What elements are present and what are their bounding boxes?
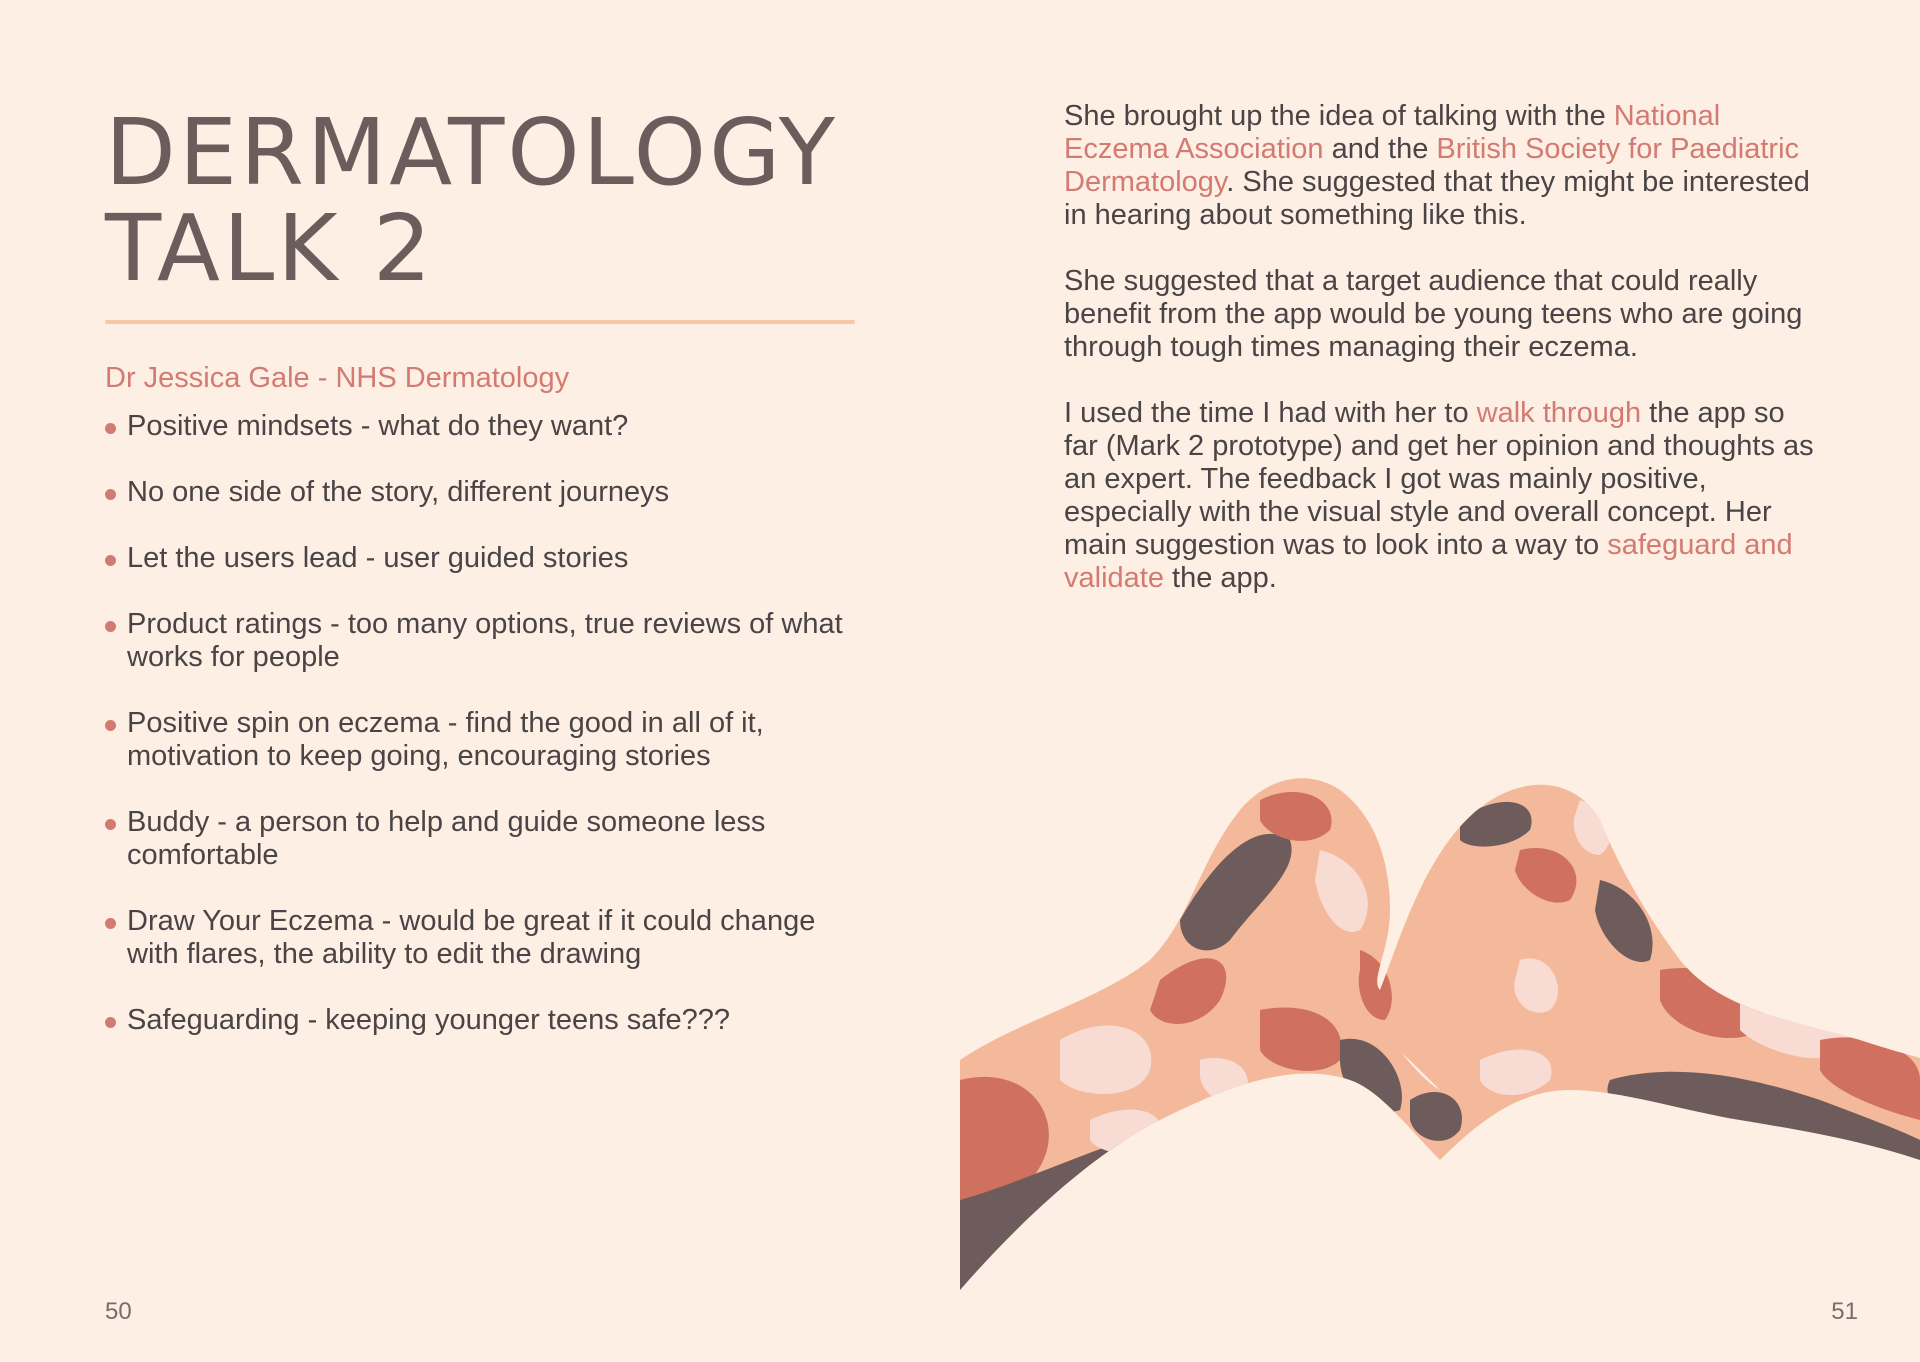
bullet-dot-icon: [105, 621, 116, 632]
bullet-dot-icon: [105, 555, 116, 566]
bullet-dot-icon: [105, 819, 116, 830]
list-item-text: Positive spin on eczema - find the good in all of it, motivation to keep going, encouraging stories: [127, 707, 764, 772]
highlight-walk-through: walk through: [1476, 397, 1642, 429]
text-run: I used the time I had with her to: [1064, 397, 1477, 429]
list-item-text: Draw Your Eczema - would be great if it could change with flares, the ability to edit the drawing: [127, 905, 816, 970]
list-item-text: Product ratings - too many options, true reviews of what works for people: [127, 608, 843, 673]
list-item: [105, 905, 865, 971]
list-item-text: Let the users lead - user guided stories: [127, 542, 629, 574]
right-page: [960, 0, 1920, 1362]
list-item-text: No one side of the story, different journeys: [127, 476, 670, 508]
text-run: the app.: [1163, 562, 1277, 594]
text-run: and the: [1323, 133, 1437, 165]
list-item: [105, 542, 865, 575]
list-item: [105, 1004, 865, 1037]
highlight-bspd: British Society for Paediatric Dermatology: [1064, 133, 1800, 198]
list-item: [105, 608, 865, 674]
paragraph-2: She suggested that a target audience that could really benefit from the app would be young teens who are going through tough times managing their eczema.: [1064, 265, 1803, 363]
page-number-left: 50: [105, 1298, 132, 1325]
notes-list: [105, 410, 865, 1070]
title-line-2: TALK 2: [105, 195, 435, 302]
list-item: [105, 806, 865, 872]
bullet-dot-icon: [105, 489, 116, 500]
page-number-right: 51: [1831, 1298, 1858, 1325]
bullet-dot-icon: [105, 918, 116, 929]
highlight-safeguard: safeguard and validate: [1064, 529, 1793, 594]
list-item-text: Positive mindsets - what do they want?: [127, 410, 629, 442]
bullet-dot-icon: [105, 1017, 116, 1028]
paragraph-1: [1064, 100, 1824, 232]
list-item: [105, 410, 865, 443]
title-divider: [105, 320, 855, 324]
list-item-text: Safeguarding - keeping younger teens safe???: [127, 1004, 730, 1036]
text-run: She brought up the idea of talking with the: [1064, 100, 1614, 132]
text-run: the app so far (Mark 2 prototype) and get her opinion and thoughts as an expert. The feedback I got was mainly positive, especially with the visual style and overall concept. Her main suggestion was to look into a way to: [1064, 397, 1814, 561]
body-text: [1064, 100, 1824, 628]
highlight-national-eczema-association: National Eczema Association: [1064, 100, 1721, 165]
page-title: [105, 99, 838, 302]
list-item: [105, 707, 865, 773]
heart-hands-illustration: [960, 760, 1920, 1300]
speaker-subtitle: Dr Jessica Gale - NHS Dermatology: [105, 362, 570, 394]
bullet-dot-icon: [105, 423, 116, 434]
list-item: [105, 476, 865, 509]
text-run: . She suggested that they might be interested in hearing about something like this.: [1064, 166, 1810, 231]
paragraph-3: [1064, 397, 1824, 595]
bullet-dot-icon: [105, 720, 116, 731]
title-line-1: DERMATOLOGY: [105, 99, 838, 206]
list-item-text: Buddy - a person to help and guide someone less comfortable: [127, 806, 766, 871]
